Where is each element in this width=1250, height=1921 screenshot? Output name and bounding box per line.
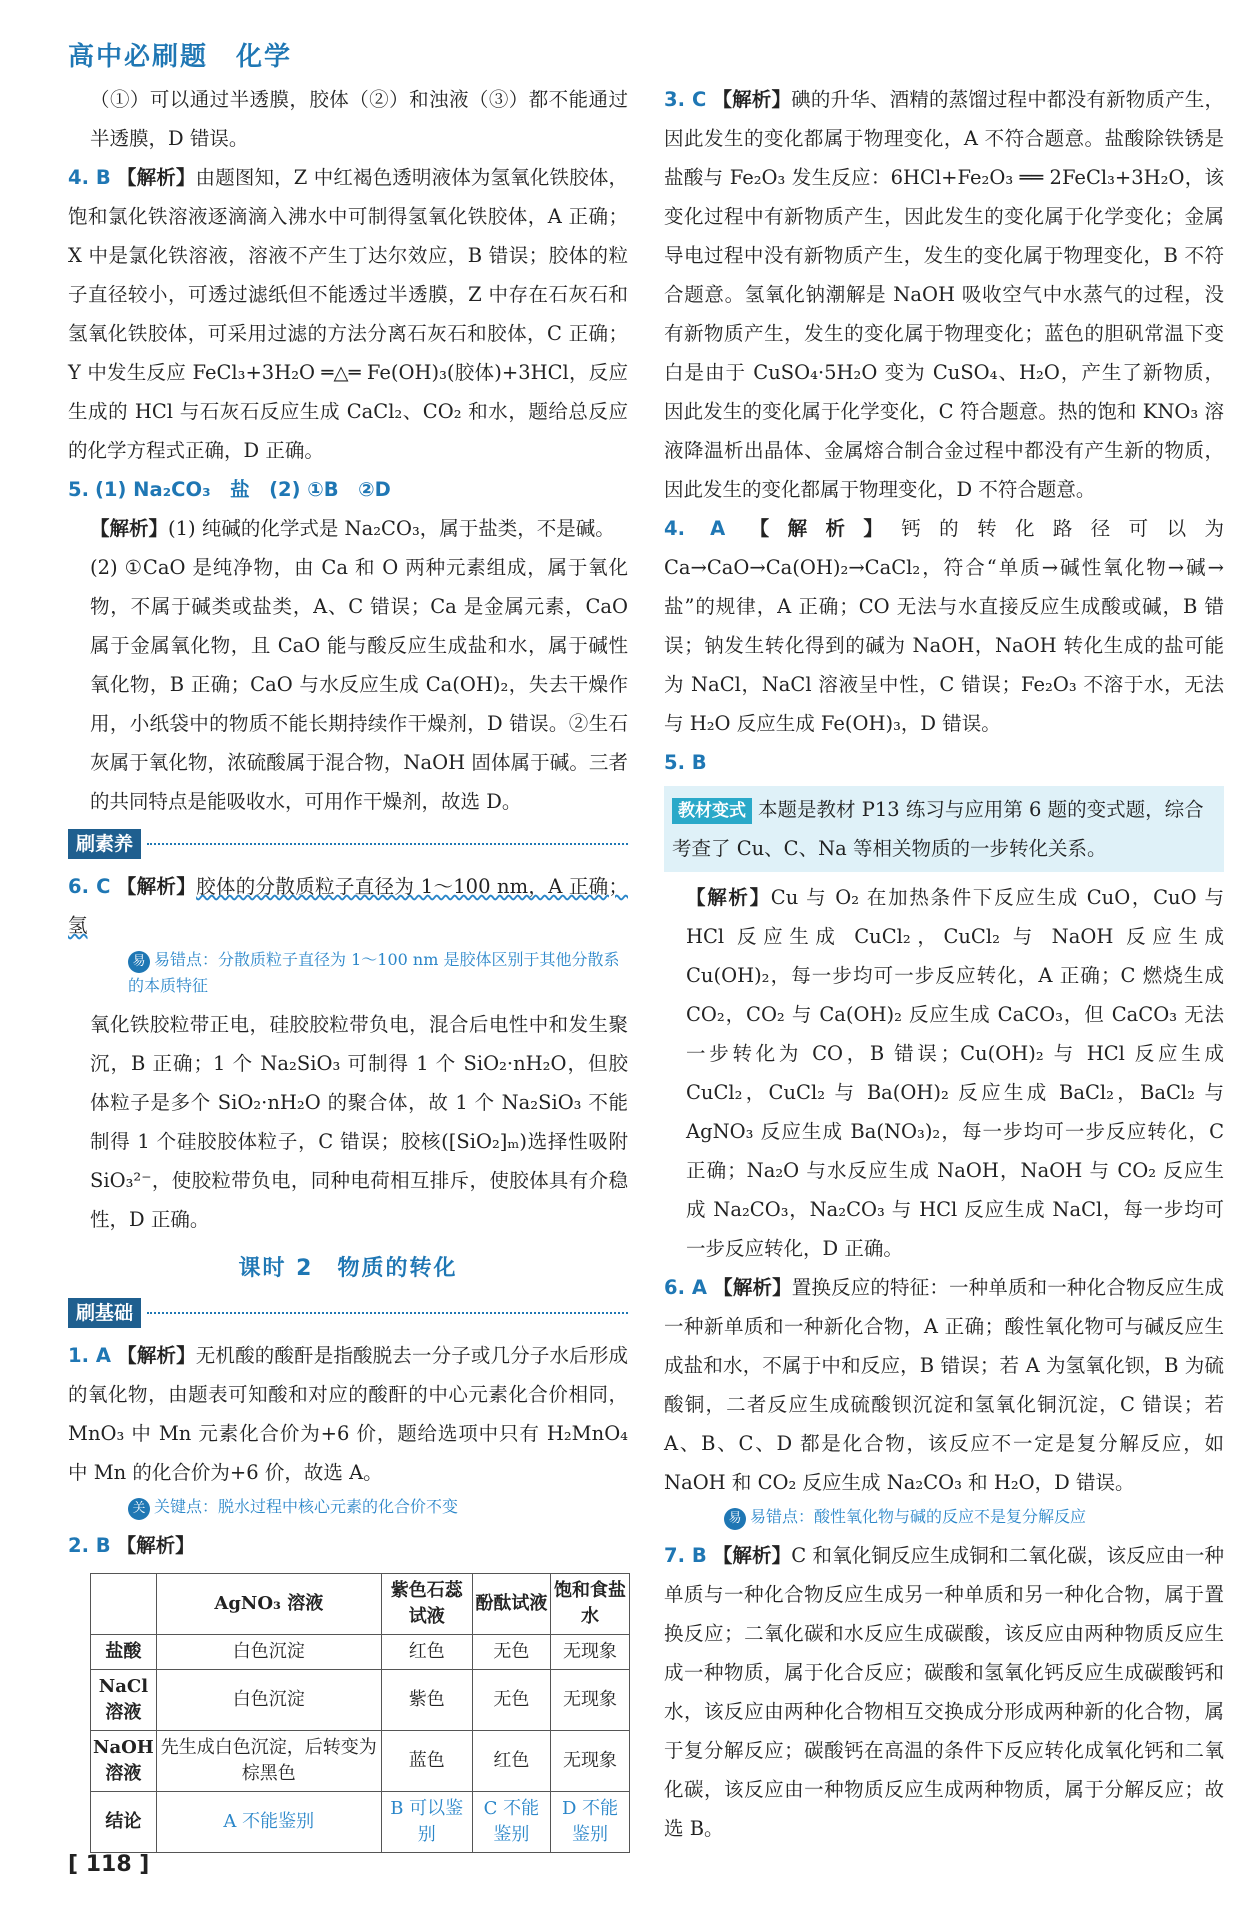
row-header: NaCl 溶液 — [91, 1670, 157, 1731]
table-cell: 无现象 — [551, 1670, 630, 1731]
continued-text: （①）可以通过半透膜，胶体（②）和浊液（③）都不能通过半透膜，D 错误。 — [90, 88, 628, 150]
tip-text: 易错点：分散质粒子直径为 1～100 nm 是胶体区别于其他分散系的本质特征 — [128, 950, 620, 995]
analysis-text: 碘的升华、酒精的蒸馏过程中都没有新物质产生，因此发生的变化都属于物理变化，A 不符合题意。盐酸除铁锈是盐酸与 Fe₂O₃ 发生反应：6HCl+Fe₂O₃ ══ 2FeCl₃+3H₂O，该变化过程中有新物质产生，因此发生的变化属于化学变化；金属导电过程中没有新物质产生，发生的变化属于物理变化，B 不符合题意。氢氧化钠潮解是 NaOH 吸收空气中水蒸气的过程，没有新物质产生，发生的变化属于物理变化；蓝色的胆矾常温下变白是由于 CuSO₄·5H₂O 变为 CuSO₄、H₂O，产生了新物质，因此发生的变化属于化学变化，C 符合题意。热的饱和 KNO₃ 溶液降温析出晶体、金属熔合制合金过程中都没有产生新的物质，因此发生的变化都属于物理变化，D 不符合题意。 — [664, 88, 1224, 501]
answer-3 — [664, 80, 1224, 509]
analysis-tag: 【解析】 — [116, 1534, 195, 1557]
answer-6-cont: 氧化铁胶粒带正电，硅胶胶粒带负电，混合后电性中和发生聚沉，B 正确；1 个 Na₂SiO₃ 可制得 1 个 SiO₂·nH₂O，但胶体粒子是多个 SiO₂·nH₂O 的聚合体，故 1 个 Na₂SiO₃ 不能制得 1 个硅胶胶体粒子，C 错误；胶核([SiO₂]ₘ)选择性吸附 SiO₃²⁻，使胶粒带负电，同种电荷相互排斥，使胶体具有介稳性，D 正确。 — [90, 1013, 628, 1231]
tip-icon: 易 — [724, 1508, 746, 1530]
table-cell: 无现象 — [551, 1635, 630, 1670]
table-header: AgNO₃ 溶液 — [156, 1574, 381, 1635]
table-row — [91, 1731, 630, 1792]
answer-4-right — [664, 509, 1224, 743]
table-header: 饱和食盐水 — [551, 1574, 630, 1635]
analysis-tag: 【解析】 — [712, 88, 792, 111]
analysis-text: 置换反应的特征：一种单质和一种化合物反应生成一种新单质和一种新化合物，A 正确；酸性氧化物可与碱反应生成盐和水，不属于中和反应，B 错误；若 A 为氢氧化钡，B 为硫酸铜，二者反应生成硫酸钡沉淀和氢氧化铜沉淀，C 错误；若 A、B、C、D 都是化合物，该反应不一定是复分解反应，如 NaOH 和 CO₂ 反应生成 Na₂CO₃ 和 H₂O，D 错误。 — [664, 1276, 1224, 1494]
question-number: 7. B — [664, 1544, 707, 1567]
right-column — [664, 80, 1224, 1848]
analysis-text: (1) 纯碱的化学式是 Na₂CO₃，属于盐类，不是碱。 — [168, 517, 615, 540]
analysis-tag: 【解析】 — [117, 1344, 196, 1367]
reagent-table — [90, 1573, 630, 1853]
analysis-text: 钙的转化路径可以为 Ca→CaO→Ca(OH)₂→CaCl₂，符合“单质→碱性氧化物→碱→盐”的规律，A 正确；CO 无法与水直接反应生成酸或碱，B 错误；钠发生转化得到的碱为 NaOH，NaOH 转化生成的盐可能为 NaCl，NaCl 溶液呈中性，C 错误；Fe₂O₃ 不溶于水，无法与 H₂O 反应生成 Fe(OH)₃，D 错误。 — [664, 517, 1224, 735]
question-number: 4. A — [664, 517, 726, 540]
analysis-text: 无机酸的酸酐是指酸脱去一分子或几分子水后形成的氧化物，由题表可知酸和对应的酸酐的中心元素化合价相同，MnO₃ 中 Mn 元素化合价为+6 价，题给选项中只有 H₂MnO₄ 中 Mn 的化合价为+6 价，故选 A。 — [68, 1344, 628, 1484]
analysis-tag: 【解析】 — [731, 517, 902, 540]
tip-icon: 易 — [128, 951, 150, 973]
table-cell: 白色沉淀 — [156, 1670, 381, 1731]
table-cell: 红色 — [381, 1635, 472, 1670]
section-label: 刷基础 — [68, 1298, 141, 1328]
textbook-variant-box — [664, 786, 1224, 872]
table-cell: 紫色 — [381, 1670, 472, 1731]
answer-7-right — [664, 1536, 1224, 1848]
variant-text: 本题是教材 P13 练习与应用第 6 题的变式题，综合考查了 Cu、C、Na 等相关物质的一步转化关系。 — [672, 798, 1204, 860]
answer-2 — [68, 1526, 628, 1565]
analysis-tag: 【解析】 — [116, 875, 197, 898]
answer-5-analysis-2: (2) ①CaO 是纯净物，由 Ca 和 O 两种元素组成，属于氧化物，不属于碱类或盐类，A、C 错误；Ca 是金属元素，CaO 属于金属氧化物，且 CaO 能与酸反应生成盐和水，属于碱性氧化物，B 正确；CaO 与水反应生成 Ca(OH)₂，失去干燥作用，小纸袋中的物质不能长期持续作干燥剂，D 错误。②生石灰属于氧化物，浓硫酸属于混合物，NaOH 固体属于碱。三者的共同特点是能吸收水，可用作干燥剂，故选 D。 — [90, 556, 628, 813]
table-header-row — [91, 1574, 630, 1635]
question-number: 6. C — [68, 875, 111, 898]
table-cell: C 不能鉴别 — [472, 1792, 550, 1853]
question-number: 5. — [68, 478, 89, 501]
analysis-tag: 【解析】 — [116, 166, 196, 189]
analysis-text: C 和氧化铜反应生成铜和二氧化碳，该反应由一种单质与一种化合物反应生成另一种单质和另一种化合物，属于置换反应；二氧化碳和水反应生成碳酸，该反应由两种物质反应生成一种物质，属于化合反应；碳酸和氢氧化钙反应生成碳酸钙和水，该反应由两种化合物相互交换成分形成两种新的化合物，属于复分解反应；碳酸钙在高温的条件下反应转化成氧化钙和二氧化碳，该反应由一种物质反应生成两种物质，属于分解反应；故选 B。 — [664, 1544, 1224, 1840]
question-number: 6. A — [664, 1276, 708, 1299]
tip-note — [68, 947, 628, 999]
key-icon: 关 — [128, 1498, 150, 1520]
answer-1 — [68, 1336, 628, 1492]
answer-5-analysis — [68, 509, 628, 548]
book-header: 高中必刷题 化学 — [68, 42, 293, 72]
tip-note — [664, 1504, 1224, 1530]
table-row — [91, 1635, 630, 1670]
row-header: 结论 — [91, 1792, 157, 1853]
table-header: 紫色石蕊试液 — [381, 1574, 472, 1635]
question-number: 3. C — [664, 88, 707, 111]
section-label: 刷素养 — [68, 829, 141, 859]
table-cell: 红色 — [472, 1731, 550, 1792]
key-note — [68, 1494, 628, 1520]
table-cell: A 不能鉴别 — [156, 1792, 381, 1853]
answer-6 — [68, 867, 628, 945]
answer-key: (1) Na₂CO₃ 盐 (2) ①B ②D — [94, 478, 391, 501]
table-cell: D 不能鉴别 — [551, 1792, 630, 1853]
answer-5-right — [664, 743, 1224, 782]
left-column — [68, 80, 628, 1853]
table-cell: 先生成白色沉淀，后转变为棕黑色 — [156, 1731, 381, 1792]
analysis-tag: 【解析】 — [686, 886, 771, 909]
answer-5-right-analysis — [664, 878, 1224, 1268]
question-number: 5. B — [664, 751, 707, 774]
row-header: NaOH 溶液 — [91, 1731, 157, 1792]
analysis-tag: 【解析】 — [713, 1276, 792, 1299]
table-row — [91, 1792, 630, 1853]
row-header: 盐酸 — [91, 1635, 157, 1670]
key-text: 关键点：脱水过程中核心元素的化合价不变 — [154, 1497, 459, 1516]
section-suyang — [68, 829, 628, 859]
table-cell: 白色沉淀 — [156, 1635, 381, 1670]
answer-4 — [68, 158, 628, 470]
tip-text: 易错点：酸性氧化物与碱的反应不是复分解反应 — [750, 1507, 1087, 1526]
table-header: 酚酞试液 — [472, 1574, 550, 1635]
table-row — [91, 1670, 630, 1731]
answer-6-right — [664, 1268, 1224, 1502]
page-number: [ 118 ] — [68, 1852, 150, 1877]
answer-5 — [68, 470, 628, 509]
divider — [147, 1312, 628, 1314]
table-cell: 无色 — [472, 1635, 550, 1670]
variant-tag: 教材变式 — [672, 798, 752, 824]
question-number: 4. B — [68, 166, 111, 189]
question-number: 2. B — [68, 1534, 111, 1557]
analysis-tag: 【解析】 — [712, 1544, 792, 1567]
lesson-title: 课时 2 物质的转化 — [238, 1256, 458, 1281]
analysis-text: 胶体的分散质粒子直径为 1～100 nm，A 正确；氢 — [68, 875, 628, 937]
question-number: 1. A — [68, 1344, 112, 1367]
table-cell: 无现象 — [551, 1731, 630, 1792]
table-cell: 蓝色 — [381, 1731, 472, 1792]
table-cell: 无色 — [472, 1670, 550, 1731]
analysis-text: Cu 与 O₂ 在加热条件下反应生成 CuO，CuO 与 HCl 反应生成 CuCl₂，CuCl₂ 与 NaOH 反应生成 Cu(OH)₂，每一步均可一步反应转化，A 正确；C 燃烧生成 CO₂，CO₂ 与 Ca(OH)₂ 反应生成 CaCO₃，但 CaCO₃ 无法一步转化为 CO，B 错误；Cu(OH)₂ 与 HCl 反应生成 CuCl₂，CuCl₂ 与 Ba(OH)₂ 反应生成 BaCl₂，BaCl₂ 与 AgNO₃ 反应生成 Ba(NO₃)₂，每一步均可一步反应转化，C 正确；Na₂O 与水反应生成 NaOH，NaOH 与 CO₂ 反应生成 Na₂CO₃，Na₂CO₃ 与 HCl 反应生成 NaCl，每一步均可一步反应转化，D 正确。 — [686, 886, 1224, 1260]
section-jichu — [68, 1298, 628, 1328]
divider — [147, 843, 628, 845]
analysis-tag: 【解析】 — [90, 517, 169, 540]
table-header — [91, 1574, 157, 1635]
table-cell: B 可以鉴别 — [381, 1792, 472, 1853]
analysis-text: 由题图知，Z 中红褐色透明液体为氢氧化铁胶体，饱和氯化铁溶液逐滴滴入沸水中可制得氢氧化铁胶体，A 正确；X 中是氯化铁溶液，溶液不产生丁达尔效应，B 错误；胶体的粒子直径较小，可透过滤纸但不能透过半透膜，Z 中存在石灰石和氢氧化铁胶体，可采用过滤的方法分离石灰石和胶体，C 正确；Y 中发生反应 FeCl₃+3H₂O ═△═ Fe(OH)₃(胶体)+3HCl，反应生成的 HCl 与石灰石反应生成 CaCl₂、CO₂ 和水，题给总反应的化学方程式正确，D 正确。 — [68, 166, 628, 462]
